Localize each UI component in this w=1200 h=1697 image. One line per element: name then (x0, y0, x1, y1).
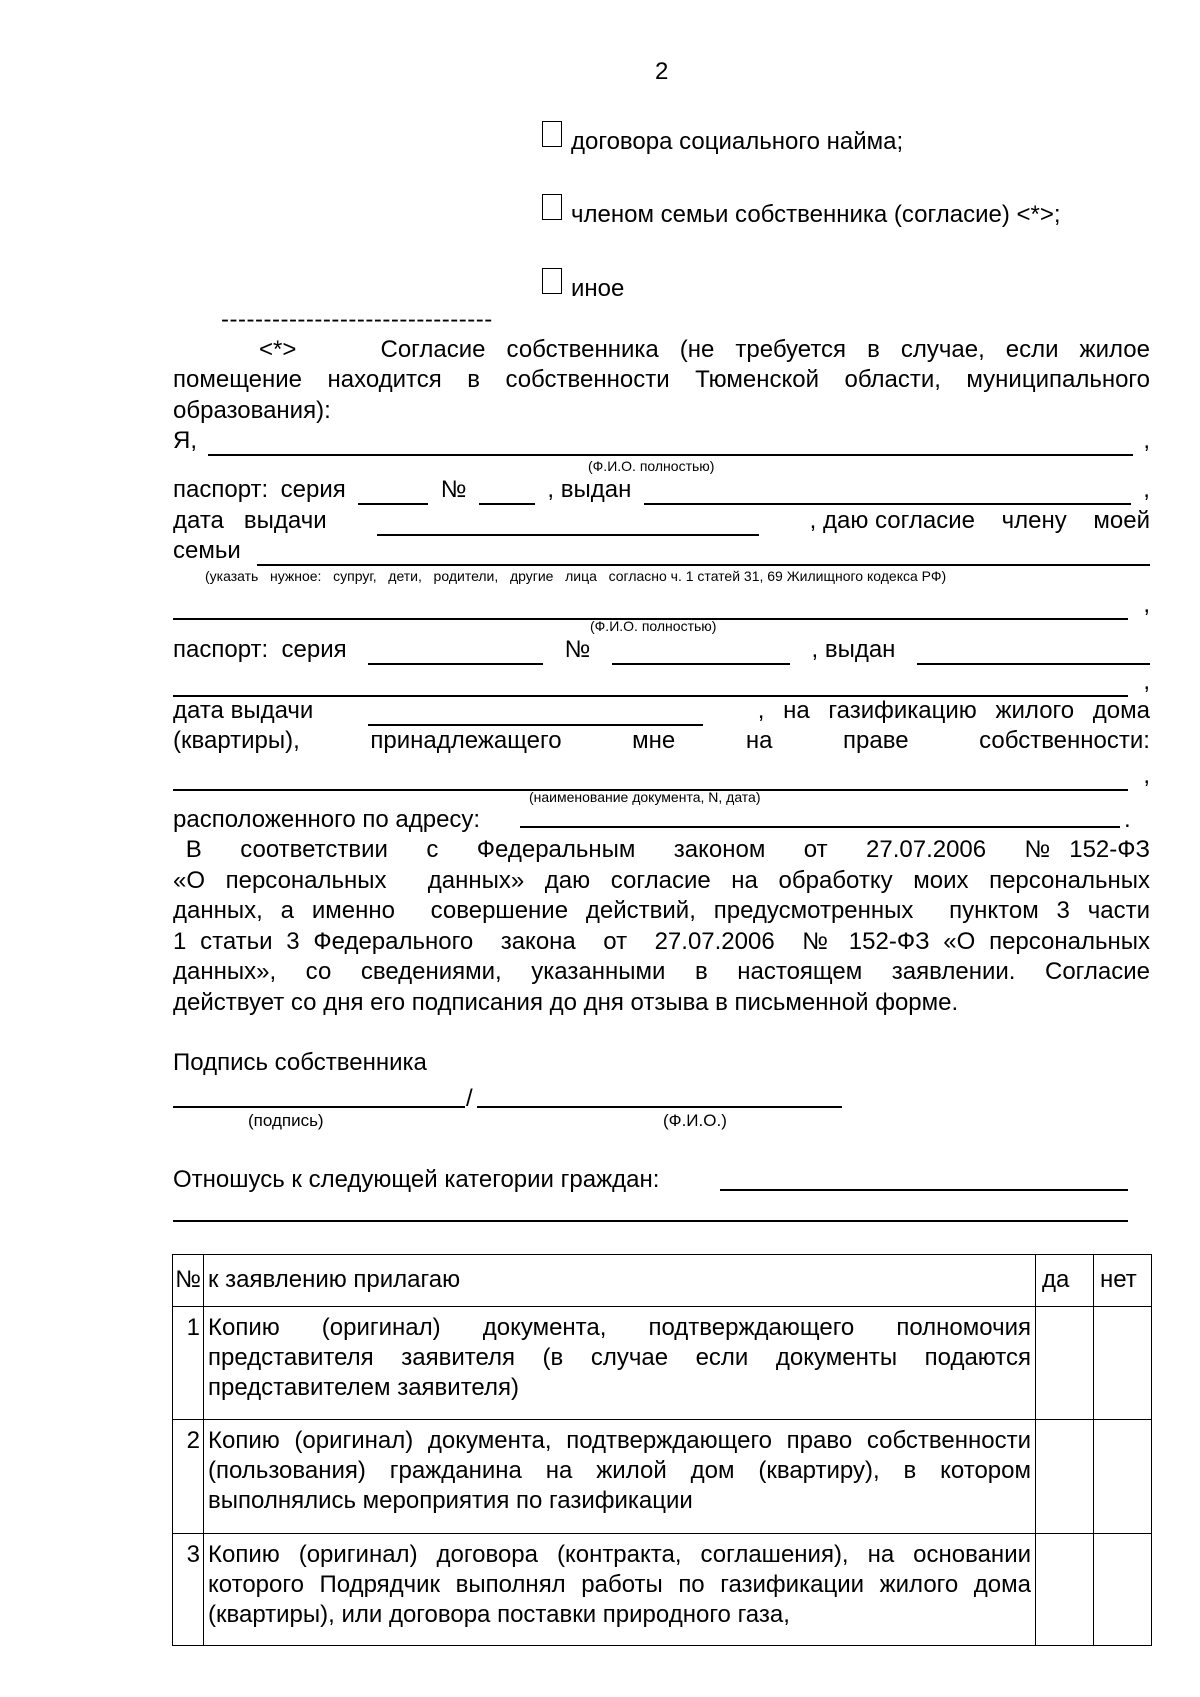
no-cell[interactable] (1094, 1420, 1152, 1534)
consent-line: данных, а именно совершение действий, предусмотренных пунктом 3 части (173, 897, 1150, 924)
label: дата выдачи (173, 507, 327, 534)
passport-number-field[interactable] (479, 481, 535, 505)
category-label: Отношусь к следующей категории граждан: (173, 1166, 660, 1193)
no-cell[interactable] (1094, 1534, 1152, 1646)
label: , даю согласие члену моей (809, 507, 1150, 534)
header-number: № (173, 1255, 204, 1307)
yes-cell[interactable] (1036, 1534, 1094, 1646)
attachments-table (172, 1254, 1152, 1646)
issue-date2-row (173, 696, 1150, 726)
passport-issuer-field[interactable] (644, 481, 1131, 505)
row-number: 2 (173, 1420, 204, 1534)
footnote-line: помещение находится в собственности Тюменской области, муниципального (173, 366, 1150, 393)
label: , выдан (547, 476, 632, 503)
header-yes: да (1036, 1255, 1094, 1307)
label: № (564, 636, 591, 663)
issue-date-field[interactable] (377, 512, 759, 536)
label: , (1143, 427, 1150, 454)
row-text: Копию (оригинал) договора (контракта, соглашения), на основании которого Подрядчик выполнял работы по газификации жилого дома (квартиры), или договора поставки природного газа, (204, 1534, 1036, 1646)
passport-row (173, 475, 1150, 505)
footnote-line: образования): (173, 397, 331, 424)
owner-name-field[interactable] (208, 432, 1133, 456)
caption: (Ф.И.О. полностью) (588, 458, 715, 474)
owner-name-row (173, 426, 1150, 456)
caption: (указать нужное: супруг, дети, родители, другие лица согласно ч. 1 статей 31, 69 Жилищного кодекса РФ) (205, 568, 947, 584)
address-label: расположенного по адресу: (173, 806, 481, 833)
label: собственности: (979, 727, 1150, 754)
label: паспорт: серия (173, 636, 347, 663)
consent-line: 1 статьи 3 Федерального закона от 27.07.2006 № 152-ФЗ «О персональных (173, 928, 1150, 955)
label: , на газификацию жилого дома (757, 697, 1150, 724)
ownership-doc-row (173, 761, 1150, 791)
category-field[interactable] (720, 1189, 1128, 1191)
label: , выдан (811, 636, 896, 663)
label: (квартиры), (173, 727, 300, 754)
caption: (подпись) (248, 1111, 324, 1130)
member-name-row (173, 590, 1150, 620)
checkbox-other[interactable] (542, 268, 562, 294)
caption: (наименование документа, N, дата) (529, 789, 761, 805)
footnote-line: <*> Согласие собственника (не требуется в случае, если жилое (259, 336, 1150, 363)
passport2-number-field[interactable] (612, 641, 790, 665)
passport2-row (173, 635, 1150, 665)
signature-field[interactable] (173, 1106, 465, 1108)
label: на (745, 727, 773, 754)
header-item: к заявлению прилагаю (204, 1255, 1036, 1307)
option-label: договора социального найма; (571, 128, 904, 155)
label: , (1143, 476, 1150, 503)
row-text: Копию (оригинал) документа, подтверждающего право собственности (пользования) гражданина на жилой дом (квартиру), в котором выполнялись мероприятия по газификации (204, 1420, 1036, 1534)
option-label: членом семьи собственника (согласие) <*>; (571, 201, 1061, 228)
label: мне (632, 727, 676, 754)
table-row (173, 1307, 1152, 1420)
page-number: 2 (655, 58, 669, 85)
caption: (Ф.И.О. полностью) (590, 618, 717, 634)
issue-date-row (173, 506, 1150, 536)
label: . (1124, 806, 1131, 833)
issue-date2-field[interactable] (368, 702, 703, 726)
header-no: нет (1094, 1255, 1152, 1307)
category-field-cont[interactable] (173, 1220, 1128, 1222)
table-header (173, 1255, 1152, 1307)
passport2-issuer-field[interactable] (917, 641, 1150, 665)
ownership-doc-field[interactable] (173, 767, 1128, 791)
label: № (440, 476, 467, 503)
table-row (173, 1534, 1152, 1646)
no-cell[interactable] (1094, 1307, 1152, 1420)
checkbox-family-member[interactable] (542, 194, 562, 220)
passport2-issuer-cont-field[interactable] (173, 673, 1128, 697)
consent-line: действует со дня его подписания до дня отзыва в письменной форме. (173, 989, 959, 1016)
signature-title: Подпись собственника (173, 1049, 427, 1076)
consent-line: В соответствии с Федеральным законом от 27.07.2006 № 152-ФЗ (173, 836, 1150, 863)
family-member-field[interactable] (257, 542, 1150, 566)
label: , (1143, 591, 1150, 618)
issuer2-row (173, 667, 1150, 697)
label: Я, (173, 427, 197, 454)
checkbox-social-rent[interactable] (542, 121, 562, 147)
row-number: 3 (173, 1534, 204, 1646)
option-label: иное (571, 275, 625, 302)
caption: (Ф.И.О.) (663, 1111, 727, 1130)
yes-cell[interactable] (1036, 1307, 1094, 1420)
signature-name-field[interactable] (477, 1106, 842, 1108)
slash: / (466, 1085, 473, 1112)
consent-line: «О персональных данных» даю согласие на обработку моих персональных (173, 867, 1150, 894)
member-name-field[interactable] (173, 596, 1128, 620)
table-row (173, 1420, 1152, 1534)
label: паспорт: (173, 476, 269, 503)
row-number: 1 (173, 1307, 204, 1420)
label: праве (843, 727, 909, 754)
passport2-series-field[interactable] (368, 641, 543, 665)
separator: -------------------------------- (221, 306, 493, 333)
family-row (173, 536, 1150, 566)
label: дата выдачи (173, 697, 314, 724)
ownership-row (173, 726, 1150, 756)
yes-cell[interactable] (1036, 1420, 1094, 1534)
label: принадлежащего (370, 727, 562, 754)
row-text: Копию (оригинал) документа, подтверждающего полномочия представителя заявителя (в случае если документы подаются представителем заявителя) (204, 1307, 1036, 1420)
address-field[interactable] (520, 826, 1120, 828)
passport-series-field[interactable] (358, 481, 428, 505)
label: серия (280, 476, 346, 503)
label: , (1143, 668, 1150, 695)
label: семьи (173, 537, 241, 564)
consent-line: данных», со сведениями, указанными в настоящем заявлении. Согласие (173, 958, 1150, 985)
label: , (1143, 762, 1150, 789)
